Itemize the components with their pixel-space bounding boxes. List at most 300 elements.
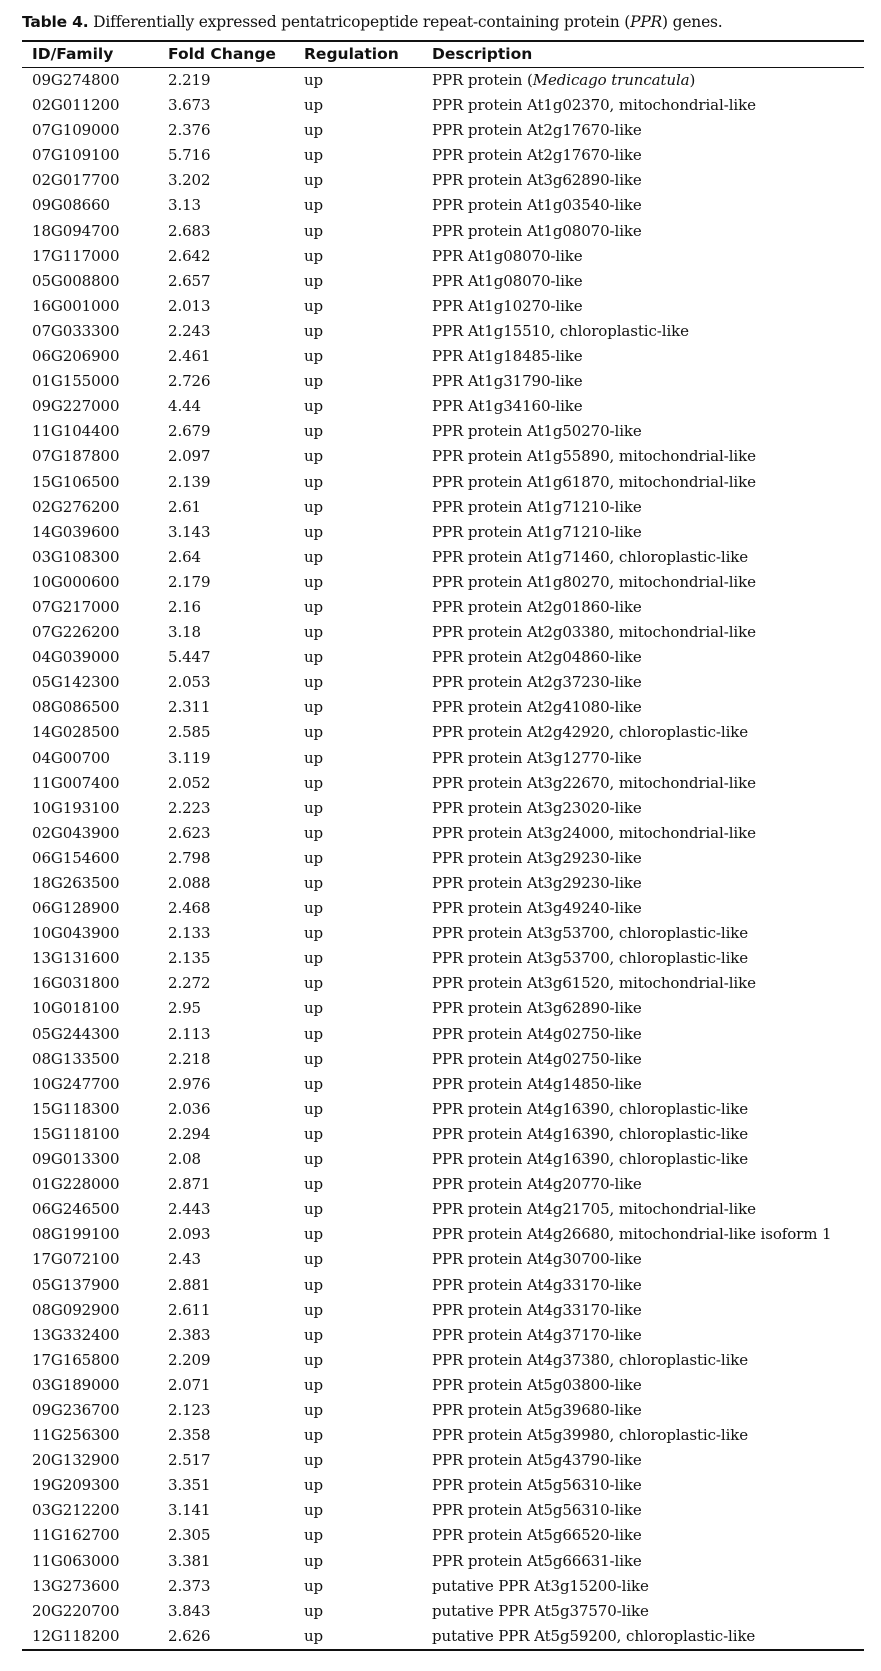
table-row: [22, 695, 864, 720]
cell-description: PPR protein At2g41080-like: [432, 698, 642, 717]
cell-regulation: up: [304, 1400, 324, 1419]
cell-id-family: 03G212200: [32, 1501, 120, 1520]
table-row: [22, 294, 864, 319]
cell-id-family: 08G086500: [32, 698, 120, 717]
cell-id-family: 03G108300: [32, 547, 120, 566]
table-row: [22, 1273, 864, 1298]
cell-id-family: 11G104400: [32, 422, 120, 441]
cell-regulation: up: [304, 121, 324, 140]
cell-description: PPR protein At3g53700, chloroplastic-like: [432, 949, 749, 968]
cell-id-family: 08G092900: [32, 1300, 120, 1319]
cell-regulation: up: [304, 522, 324, 541]
cell-fold-change: 2.305: [168, 1526, 211, 1545]
table-row: [22, 545, 864, 570]
cell-regulation: up: [304, 497, 324, 516]
cell-regulation: up: [304, 1576, 324, 1595]
cell-fold-change: 2.139: [168, 472, 211, 491]
cell-regulation: up: [304, 1375, 324, 1394]
cell-fold-change: 2.726: [168, 372, 211, 391]
table-row: [22, 1574, 864, 1599]
table-row: [22, 1097, 864, 1122]
cell-id-family: 09G227000: [32, 397, 120, 416]
cell-regulation: up: [304, 698, 324, 717]
cell-fold-change: 2.642: [168, 246, 211, 265]
cell-regulation: up: [304, 924, 324, 943]
cell-regulation: up: [304, 1200, 324, 1219]
cell-fold-change: 3.202: [168, 171, 211, 190]
cell-id-family: 13G332400: [32, 1325, 120, 1344]
cell-fold-change: 2.036: [168, 1099, 211, 1118]
table-row: [22, 495, 864, 520]
cell-regulation: up: [304, 1626, 324, 1645]
table-row: [22, 1599, 864, 1624]
cell-fold-change: 2.679: [168, 422, 211, 441]
table-row: [22, 645, 864, 670]
cell-id-family: 04G00700: [32, 748, 110, 767]
table-row: [22, 996, 864, 1021]
cell-regulation: up: [304, 1501, 324, 1520]
cell-regulation: up: [304, 949, 324, 968]
cell-fold-change: 2.16: [168, 597, 201, 616]
cell-fold-change: 3.843: [168, 1601, 211, 1620]
cell-description: PPR protein At1g55890, mitochondrial-like: [432, 447, 756, 466]
cell-fold-change: 2.95: [168, 999, 201, 1018]
cell-id-family: 14G028500: [32, 723, 120, 742]
cell-fold-change: 2.113: [168, 1024, 211, 1043]
cell-fold-change: 2.373: [168, 1576, 211, 1595]
cell-id-family: 01G155000: [32, 372, 120, 391]
table-row: [22, 1172, 864, 1197]
table-row: [22, 1398, 864, 1423]
cell-description: PPR protein At4g16390, chloroplastic-like: [432, 1099, 749, 1118]
cell-id-family: 09G013300: [32, 1150, 120, 1169]
cell-id-family: 02G276200: [32, 497, 120, 516]
cell-regulation: up: [304, 798, 324, 817]
cell-description: PPR protein At3g61520, mitochondrial-like: [432, 974, 756, 993]
cell-id-family: 09G274800: [32, 71, 120, 89]
cell-description: PPR protein At4g21705, mitochondrial-like: [432, 1200, 756, 1219]
cell-description: PPR protein At1g61870, mitochondrial-like: [432, 472, 756, 491]
cell-regulation: up: [304, 623, 324, 642]
table-row: [22, 1122, 864, 1147]
cell-regulation: up: [304, 1074, 324, 1093]
cell-description: PPR protein At1g71210-like: [432, 497, 642, 516]
cell-id-family: 17G117000: [32, 246, 120, 265]
table-row: [22, 1047, 864, 1072]
cell-id-family: 09G08660: [32, 196, 110, 215]
table-row: [22, 1373, 864, 1398]
table-row: [22, 746, 864, 771]
cell-fold-change: 3.141: [168, 1501, 211, 1520]
cell-regulation: up: [304, 1024, 324, 1043]
table-row: [22, 193, 864, 218]
cell-description: PPR protein At5g66631-like: [432, 1551, 642, 1570]
cell-fold-change: 2.219: [168, 71, 211, 89]
cell-fold-change: 2.683: [168, 221, 211, 240]
cell-fold-change: 2.223: [168, 798, 211, 817]
cell-description: PPR protein At2g01860-like: [432, 597, 642, 616]
table-caption-italic: PPR: [630, 13, 663, 31]
cell-id-family: 05G244300: [32, 1024, 120, 1043]
table-caption-text-before: Differentially expressed pentatricopeptide repeat-containing protein (: [93, 13, 631, 31]
cell-fold-change: 2.468: [168, 899, 211, 918]
cell-id-family: 07G109000: [32, 121, 120, 140]
table-row: [22, 419, 864, 444]
cell-description: PPR protein At4g33170-like: [432, 1300, 642, 1319]
cell-description: putative PPR At5g37570-like: [432, 1601, 649, 1620]
table-row: [22, 670, 864, 695]
cell-description: PPR protein At1g71460, chloroplastic-like: [432, 547, 749, 566]
cell-id-family: 06G128900: [32, 899, 120, 918]
cell-regulation: up: [304, 1099, 324, 1118]
description-text-before: PPR protein (: [432, 71, 533, 89]
cell-id-family: 07G187800: [32, 447, 120, 466]
cell-regulation: up: [304, 1551, 324, 1570]
cell-regulation: up: [304, 899, 324, 918]
cell-description: PPR protein At3g22670, mitochondrial-like: [432, 773, 756, 792]
cell-fold-change: 2.376: [168, 121, 211, 140]
cell-regulation: up: [304, 773, 324, 792]
cell-description: PPR protein At5g56310-like: [432, 1501, 642, 1520]
table-row: [22, 319, 864, 344]
cell-description: PPR protein At4g16390, chloroplastic-like: [432, 1124, 749, 1143]
cell-id-family: 19G209300: [32, 1476, 120, 1495]
cell-description: putative PPR At5g59200, chloroplastic-like: [432, 1626, 756, 1645]
cell-regulation: up: [304, 372, 324, 391]
cell-fold-change: 2.383: [168, 1325, 211, 1344]
cell-id-family: 18G094700: [32, 221, 120, 240]
table-header: [22, 41, 864, 68]
table-row: [22, 821, 864, 846]
cell-id-family: 16G001000: [32, 296, 120, 315]
cell-fold-change: 2.218: [168, 1049, 211, 1068]
cell-fold-change: 2.358: [168, 1426, 211, 1445]
cell-regulation: up: [304, 1049, 324, 1068]
cell-description: PPR At1g34160-like: [432, 397, 583, 416]
cell-regulation: up: [304, 196, 324, 215]
cell-id-family: 05G008800: [32, 271, 120, 290]
cell-fold-change: 2.088: [168, 874, 211, 892]
cell-id-family: 17G072100: [32, 1250, 120, 1269]
table-row: [22, 1197, 864, 1222]
table-row: [22, 620, 864, 645]
cell-regulation: up: [304, 547, 324, 566]
cell-description: PPR protein At1g08070-like: [432, 221, 642, 240]
table-row: [22, 570, 864, 595]
cell-fold-change: 2.272: [168, 974, 211, 993]
cell-id-family: 11G007400: [32, 773, 120, 792]
cell-fold-change: 2.311: [168, 698, 211, 717]
table-row: [22, 93, 864, 118]
cell-id-family: 05G137900: [32, 1275, 120, 1294]
cell-id-family: 11G256300: [32, 1426, 120, 1445]
cell-description: PPR protein At2g17670-like: [432, 121, 642, 140]
cell-description: PPR At1g31790-like: [432, 372, 583, 391]
cell-description: PPR protein At2g03380, mitochondrial-like: [432, 623, 756, 642]
cell-id-family: 18G263500: [32, 874, 120, 892]
cell-regulation: up: [304, 472, 324, 491]
cell-regulation: up: [304, 321, 324, 340]
cell-fold-change: 3.351: [168, 1476, 211, 1495]
cell-regulation: up: [304, 1476, 324, 1495]
column-header-id-family: ID/Family: [22, 41, 158, 68]
cell-description: PPR protein At3g62890-like: [432, 171, 642, 190]
column-header-description: Description: [422, 41, 864, 68]
cell-fold-change: 2.443: [168, 1200, 211, 1219]
cell-id-family: 15G106500: [32, 472, 120, 491]
cell-id-family: 07G226200: [32, 623, 120, 642]
cell-id-family: 07G109100: [32, 146, 120, 165]
cell-regulation: up: [304, 597, 324, 616]
cell-description: PPR protein At5g66520-like: [432, 1526, 642, 1545]
cell-description: PPR At1g08070-like: [432, 246, 583, 265]
cell-regulation: up: [304, 146, 324, 165]
cell-fold-change: 2.976: [168, 1074, 211, 1093]
cell-fold-change: 2.179: [168, 572, 211, 591]
cell-fold-change: 2.61: [168, 497, 201, 516]
cell-description: PPR protein At1g80270, mitochondrial-like: [432, 572, 756, 591]
table-row: [22, 946, 864, 971]
cell-fold-change: 3.13: [168, 196, 201, 215]
table-row: [22, 971, 864, 996]
cell-description: PPR protein At1g71210-like: [432, 522, 642, 541]
cell-regulation: up: [304, 572, 324, 591]
cell-regulation: up: [304, 1275, 324, 1294]
cell-fold-change: 2.798: [168, 848, 211, 867]
cell-regulation: up: [304, 447, 324, 466]
cell-fold-change: 2.053: [168, 673, 211, 692]
table-row: [22, 1222, 864, 1247]
table-row: [22, 219, 864, 244]
cell-description: PPR protein At1g03540-like: [432, 196, 642, 215]
cell-id-family: 15G118100: [32, 1124, 120, 1143]
cell-regulation: up: [304, 1451, 324, 1470]
cell-fold-change: 2.585: [168, 723, 211, 742]
cell-description: PPR protein At1g50270-like: [432, 422, 642, 441]
cell-description: PPR At1g10270-like: [432, 296, 583, 315]
cell-fold-change: 3.143: [168, 522, 211, 541]
cell-fold-change: 2.517: [168, 1451, 211, 1470]
cell-id-family: 20G220700: [32, 1601, 120, 1620]
cell-regulation: up: [304, 1526, 324, 1545]
table-row: [22, 846, 864, 871]
cell-id-family: 09G236700: [32, 1400, 120, 1419]
cell-regulation: up: [304, 397, 324, 416]
cell-fold-change: 2.08: [168, 1150, 201, 1169]
table-row: [22, 1072, 864, 1097]
cell-fold-change: 3.18: [168, 623, 201, 642]
table-row: [22, 796, 864, 821]
cell-description: PPR protein At3g53700, chloroplastic-like: [432, 924, 749, 943]
cell-description: PPR protein At5g43790-like: [432, 1451, 642, 1470]
table-row: [22, 394, 864, 419]
cell-id-family: 11G063000: [32, 1551, 120, 1570]
cell-id-family: 02G017700: [32, 171, 120, 190]
table-row: [22, 244, 864, 269]
description-text-after: ): [689, 71, 696, 89]
cell-id-family: 13G273600: [32, 1576, 120, 1595]
table-row: [22, 68, 864, 94]
cell-description: PPR At1g08070-like: [432, 271, 583, 290]
cell-regulation: up: [304, 673, 324, 692]
cell-regulation: up: [304, 874, 324, 892]
cell-id-family: 07G033300: [32, 321, 120, 340]
cell-id-family: 10G247700: [32, 1074, 120, 1093]
table-row: [22, 1298, 864, 1323]
cell-regulation: up: [304, 1225, 324, 1244]
cell-id-family: 16G031800: [32, 974, 120, 993]
cell-description: PPR protein At4g20770-like: [432, 1175, 642, 1194]
cell-id-family: 13G131600: [32, 949, 120, 968]
cell-regulation: up: [304, 246, 324, 265]
cell-id-family: 02G043900: [32, 823, 120, 842]
cell-fold-change: 2.64: [168, 547, 201, 566]
table-row: [22, 1448, 864, 1473]
table-row: [22, 143, 864, 168]
cell-id-family: 10G043900: [32, 924, 120, 943]
cell-description: putative PPR At3g15200-like: [432, 1576, 649, 1595]
cell-description: PPR protein At5g03800-like: [432, 1375, 642, 1394]
cell-fold-change: 3.673: [168, 96, 211, 115]
cell-description: PPR protein At4g02750-like: [432, 1024, 642, 1043]
cell-description: PPR protein At3g12770-like: [432, 748, 642, 767]
table-row: [22, 470, 864, 495]
table-row: [22, 720, 864, 745]
cell-regulation: up: [304, 823, 324, 842]
cell-description: PPR protein At5g39980, chloroplastic-like: [432, 1426, 749, 1445]
cell-regulation: up: [304, 848, 324, 867]
table-row: [22, 1022, 864, 1047]
cell-id-family: 01G228000: [32, 1175, 120, 1194]
table-row: [22, 1323, 864, 1348]
cell-fold-change: 2.093: [168, 1225, 211, 1244]
cell-regulation: up: [304, 1350, 324, 1369]
cell-description: PPR protein At4g37170-like: [432, 1325, 642, 1344]
cell-regulation: up: [304, 748, 324, 767]
cell-regulation: up: [304, 1601, 324, 1620]
cell-fold-change: 2.623: [168, 823, 211, 842]
cell-regulation: up: [304, 296, 324, 315]
table-row: [22, 771, 864, 796]
cell-description: PPR protein At3g29230-like: [432, 874, 642, 892]
cell-regulation: up: [304, 1325, 324, 1344]
table-row: [22, 1549, 864, 1574]
table-caption-text-after: ) genes.: [662, 13, 723, 31]
cell-description: PPR At1g15510, chloroplastic-like: [432, 321, 689, 340]
cell-id-family: 06G246500: [32, 1200, 120, 1219]
cell-regulation: up: [304, 347, 324, 366]
cell-fold-change: 2.013: [168, 296, 211, 315]
cell-fold-change: 2.657: [168, 271, 211, 290]
table-body: [22, 68, 864, 1650]
table-row: [22, 444, 864, 469]
table-row: [22, 269, 864, 294]
cell-regulation: up: [304, 723, 324, 742]
table-row: [22, 896, 864, 921]
table-row: [22, 1523, 864, 1548]
cell-description: PPR protein At3g62890-like: [432, 999, 642, 1018]
cell-id-family: 11G162700: [32, 1526, 120, 1545]
cell-id-family: 17G165800: [32, 1350, 120, 1369]
cell-regulation: up: [304, 974, 324, 993]
cell-fold-change: 2.135: [168, 949, 211, 968]
cell-description: PPR protein At4g14850-like: [432, 1074, 642, 1093]
cell-id-family: 12G118200: [32, 1626, 120, 1645]
cell-id-family: 04G039000: [32, 648, 120, 667]
cell-regulation: up: [304, 71, 324, 89]
cell-id-family: 14G039600: [32, 522, 120, 541]
cell-regulation: up: [304, 1124, 324, 1143]
table-row: [22, 344, 864, 369]
cell-id-family: 15G118300: [32, 1099, 120, 1118]
table-row: [22, 871, 864, 896]
cell-fold-change: 3.119: [168, 748, 211, 767]
cell-fold-change: 2.123: [168, 1400, 211, 1419]
cell-description: PPR protein At2g04860-like: [432, 648, 642, 667]
cell-id-family: 08G199100: [32, 1225, 120, 1244]
cell-description: PPR protein At2g42920, chloroplastic-like: [432, 723, 749, 742]
cell-id-family: 10G193100: [32, 798, 120, 817]
table-row: [22, 369, 864, 394]
cell-regulation: up: [304, 96, 324, 115]
cell-description: PPR protein At4g30700-like: [432, 1250, 642, 1269]
cell-fold-change: 2.294: [168, 1124, 211, 1143]
cell-regulation: up: [304, 1250, 324, 1269]
cell-fold-change: 2.209: [168, 1350, 211, 1369]
table-row: [22, 1348, 864, 1373]
cell-description: PPR protein At1g02370, mitochondrial-like: [432, 96, 756, 115]
cell-regulation: up: [304, 1150, 324, 1169]
cell-description: PPR protein At4g37380, chloroplastic-like: [432, 1350, 749, 1369]
cell-description: PPR protein At3g49240-like: [432, 899, 642, 918]
cell-description: PPR protein At4g16390, chloroplastic-like: [432, 1150, 749, 1169]
cell-id-family: 03G189000: [32, 1375, 120, 1394]
cell-description: PPR protein At2g17670-like: [432, 146, 642, 165]
cell-id-family: 20G132900: [32, 1451, 120, 1470]
table-row: [22, 520, 864, 545]
cell-fold-change: 2.881: [168, 1275, 211, 1294]
cell-fold-change: 3.381: [168, 1551, 211, 1570]
cell-description: PPR protein At3g29230-like: [432, 848, 642, 867]
table-row: [22, 921, 864, 946]
table-row: [22, 1473, 864, 1498]
cell-description: PPR At1g18485-like: [432, 347, 583, 366]
cell-fold-change: 2.071: [168, 1375, 211, 1394]
cell-regulation: up: [304, 422, 324, 441]
table-caption: [22, 10, 864, 40]
header-row: [22, 41, 864, 68]
cell-fold-change: 2.626: [168, 1626, 211, 1645]
cell-description: PPR protein At5g56310-like: [432, 1476, 642, 1495]
cell-description: PPR protein At4g33170-like: [432, 1275, 642, 1294]
cell-fold-change: 5.447: [168, 648, 211, 667]
cell-fold-change: 2.611: [168, 1300, 211, 1319]
cell-regulation: up: [304, 999, 324, 1018]
ppr-genes-table: [22, 40, 864, 1651]
table-row: [22, 1498, 864, 1523]
species-name: Medicago truncatula: [532, 71, 690, 89]
cell-fold-change: 5.716: [168, 146, 211, 165]
cell-id-family: 06G154600: [32, 848, 120, 867]
table-caption-label: Table 4.: [22, 13, 89, 31]
cell-description: PPR protein At5g39680-like: [432, 1400, 642, 1419]
column-header-fold-change: Fold Change: [158, 41, 294, 68]
cell-id-family: 06G206900: [32, 347, 120, 366]
cell-fold-change: 2.243: [168, 321, 211, 340]
column-header-regulation: Regulation: [294, 41, 422, 68]
table-row: [22, 168, 864, 193]
cell-id-family: 10G018100: [32, 999, 120, 1018]
